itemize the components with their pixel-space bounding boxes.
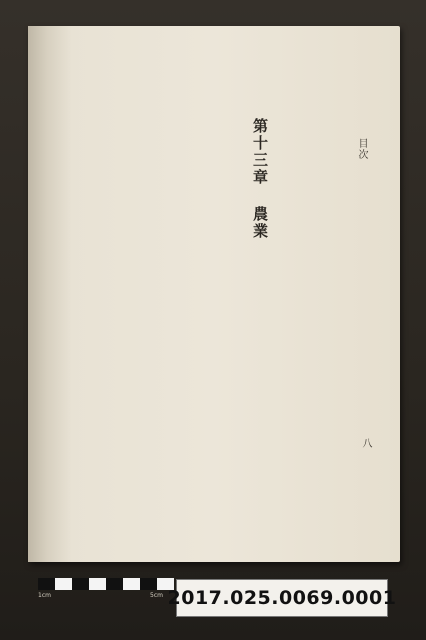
catalog-number: 2017.025.0069.0001 (167, 587, 397, 609)
page-number: 八 (360, 438, 371, 448)
catalog-label (167, 579, 397, 617)
scale-segment (140, 578, 157, 590)
scale-segment (38, 578, 55, 590)
scale-segment (72, 578, 89, 590)
scale-end-label: 5cm (150, 592, 163, 599)
running-head: 目次 (356, 138, 367, 160)
chapter-heading: 第十三章 農業 (251, 118, 269, 240)
color-scale-bar (38, 578, 172, 604)
page-gutter (28, 26, 72, 562)
scale-start-label: 1cm (38, 592, 51, 599)
scale-segment (106, 578, 123, 590)
scale-segment (123, 578, 140, 590)
scale-segment (89, 578, 106, 590)
book-page (28, 26, 400, 562)
scale-segment (55, 578, 72, 590)
